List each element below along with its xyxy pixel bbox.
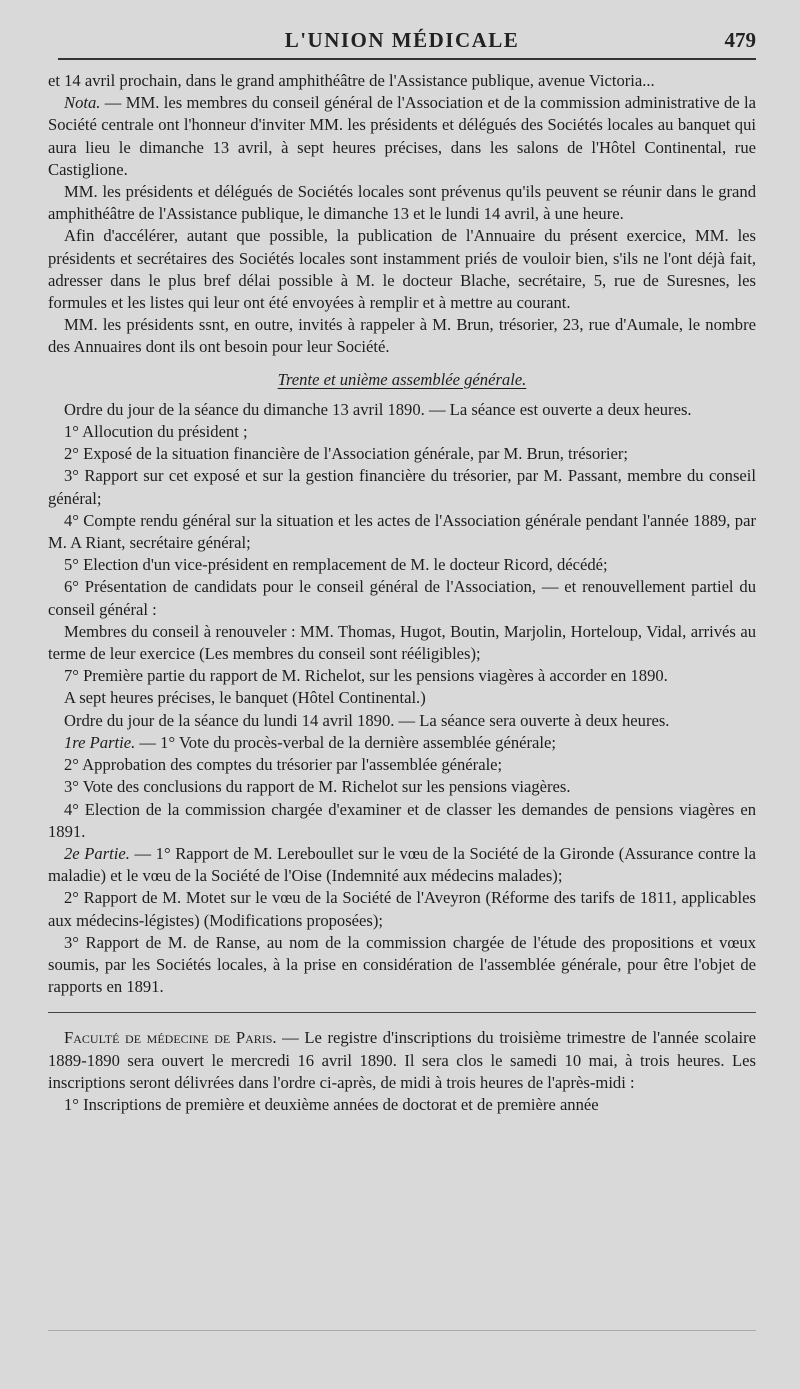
nota-text: — MM. les membres du conseil général de l'Association et de la commission administrative de la Société centrale ont l'honneur d'inviter MM. les présidents et délégués des Sociétés locales au banquet qui aura lieu le dimanche 13 avril, à sept heures précises, dans les salons de l'Hôtel Continental, rue Castiglione. [48, 93, 756, 179]
list-item: 2° Approbation des comptes du trésorier par l'assemblée générale; [64, 755, 503, 775]
paragraph: Ordre du jour de la séance du lundi 14 avril 1890. — La séance sera ouverte à deux heures. [64, 710, 670, 730]
list-item: 3° Rapport de M. de Ranse, au nom de la commission chargée de l'étude des propositions et vœux soumis, par les Sociétés locales, à la prise en considération de l'assemblée générale, pour être l'objet de rapports en 1891. [48, 932, 756, 997]
list-item: 2° Exposé de la situation financière de l'Association générale, par M. Brun, trésorier; [64, 444, 628, 464]
list-item: 5° Election d'un vice-président en remplacement de M. le docteur Ricord, décédé; [64, 555, 608, 575]
paragraph: Ordre du jour de la séance du dimanche 13 avril 1890. — La séance est ouverte a deux heures. [64, 399, 692, 419]
header-rule [58, 58, 756, 60]
list-item [48, 843, 756, 887]
journal-title: L'UNION MÉDICALE [284, 28, 520, 52]
article-body [48, 70, 756, 1116]
paragraph: A sept heures précises, le banquet (Hôtel Continental.) [64, 688, 426, 708]
nota-label: Nota. [64, 93, 101, 113]
list-item: 7° Première partie du rapport de M. Richelot, sur les pensions viagères à accorder en 1890. [64, 666, 668, 686]
list-item: 3° Rapport sur cet exposé et sur la gestion financière du trésorier, par M. Passant, membre du conseil général; [48, 466, 756, 508]
list-item: 1° Inscriptions de première et deuxième années de doctorat et de première année [64, 1094, 599, 1114]
paragraph: Afin d'accélérer, autant que possible, la publication de l'Annuaire du présent exercice, MM. les présidents et secrétaires des Sociétés locales sont instamment priés de vouloir bien, s'ils ne l'ont déjà fait, adresser dans le plus bref délai possible à M. le docteur Blache, secrétaire, 5, rue de Suresnes, les formules et les listes qui leur ont été envoyées à remplir et à mettre au courant. [48, 226, 756, 313]
section-separator [48, 998, 756, 1013]
faculte-text: — Le registre d'inscriptions du troisième trimestre de l'année scolaire 1889-1890 sera ouvert le mercredi 16 avril 1890. Il sera clos le samedi 10 mai, à trois heures. Les inscriptions seront délivrées dans l'ordre ci-après, de midi à trois heures de l'après-midi : [48, 1028, 756, 1092]
list-item-text: — 1° Vote du procès-verbal de la dernière assemblée générale; [135, 732, 556, 752]
part-label: 2e Partie. [64, 843, 130, 863]
list-item: 6° Présentation de candidats pour le conseil général de l'Association, — et renouvellement partiel du conseil général : [48, 577, 756, 619]
list-item: 4° Election de la commission chargée d'examiner et de classer les demandes de pensions viagères en 1891. [48, 799, 756, 841]
list-item: Membres du conseil à renouveler : MM. Thomas, Hugot, Boutin, Marjolin, Horteloup, Vidal, arrivés au terme de leur exercice (Les membres du conseil sont rééligibles); [48, 621, 756, 664]
page-number: 479 [724, 28, 756, 52]
list-item: 4° Compte rendu général sur la situation et les actes de l'Association générale pendant l'année 1889, par M. A Riant, secrétaire général; [48, 510, 756, 553]
paragraph: MM. les présidents ssnt, en outre, invités à rappeler à M. Brun, trésorier, 23, rue d'Aumale, le nombre des Annuaires dont ils ont besoin pour leur Société. [48, 315, 756, 357]
list-item: 1° Allocution du président ; [64, 422, 248, 442]
list-item: 2° Rapport de M. Motet sur le vœu de la Société de l'Aveyron (Réforme des tarifs de 1811, applicables aux médecins-légistes) (Modifications proposées); [48, 888, 756, 930]
page-header [48, 22, 756, 62]
list-item: 3° Vote des conclusions du rapport de M. Richelot sur les pensions viagères. [64, 777, 571, 797]
section-heading: Trente et unième assemblée générale. [277, 369, 527, 389]
footer-rule [48, 1330, 756, 1331]
paragraph-faculte [48, 1027, 756, 1094]
part-label: 1re Partie. [64, 732, 136, 752]
list-item [48, 732, 756, 754]
list-item-text: — 1° Rapport de M. Lereboullet sur le vœu de la Société de la Gironde (Assurance contre la maladie) et le vœu de la Société de l'Oise (Indemnité aux médecins malades); [48, 843, 756, 886]
paragraph: MM. les présidents et délégués de Sociétés locales sont prévenus qu'ils peuvent se réunir dans le grand amphithéâtre de l'Assistance publique, le dimanche 13 et le lundi 14 avril, à une heure. [48, 182, 756, 224]
paragraph: et 14 avril prochain, dans le grand amphithéâtre de l'Assistance publique, avenue Victoria... [48, 71, 655, 90]
paragraph-nota [48, 92, 756, 181]
faculte-label: Faculté de médecine de Paris. [64, 1028, 277, 1048]
